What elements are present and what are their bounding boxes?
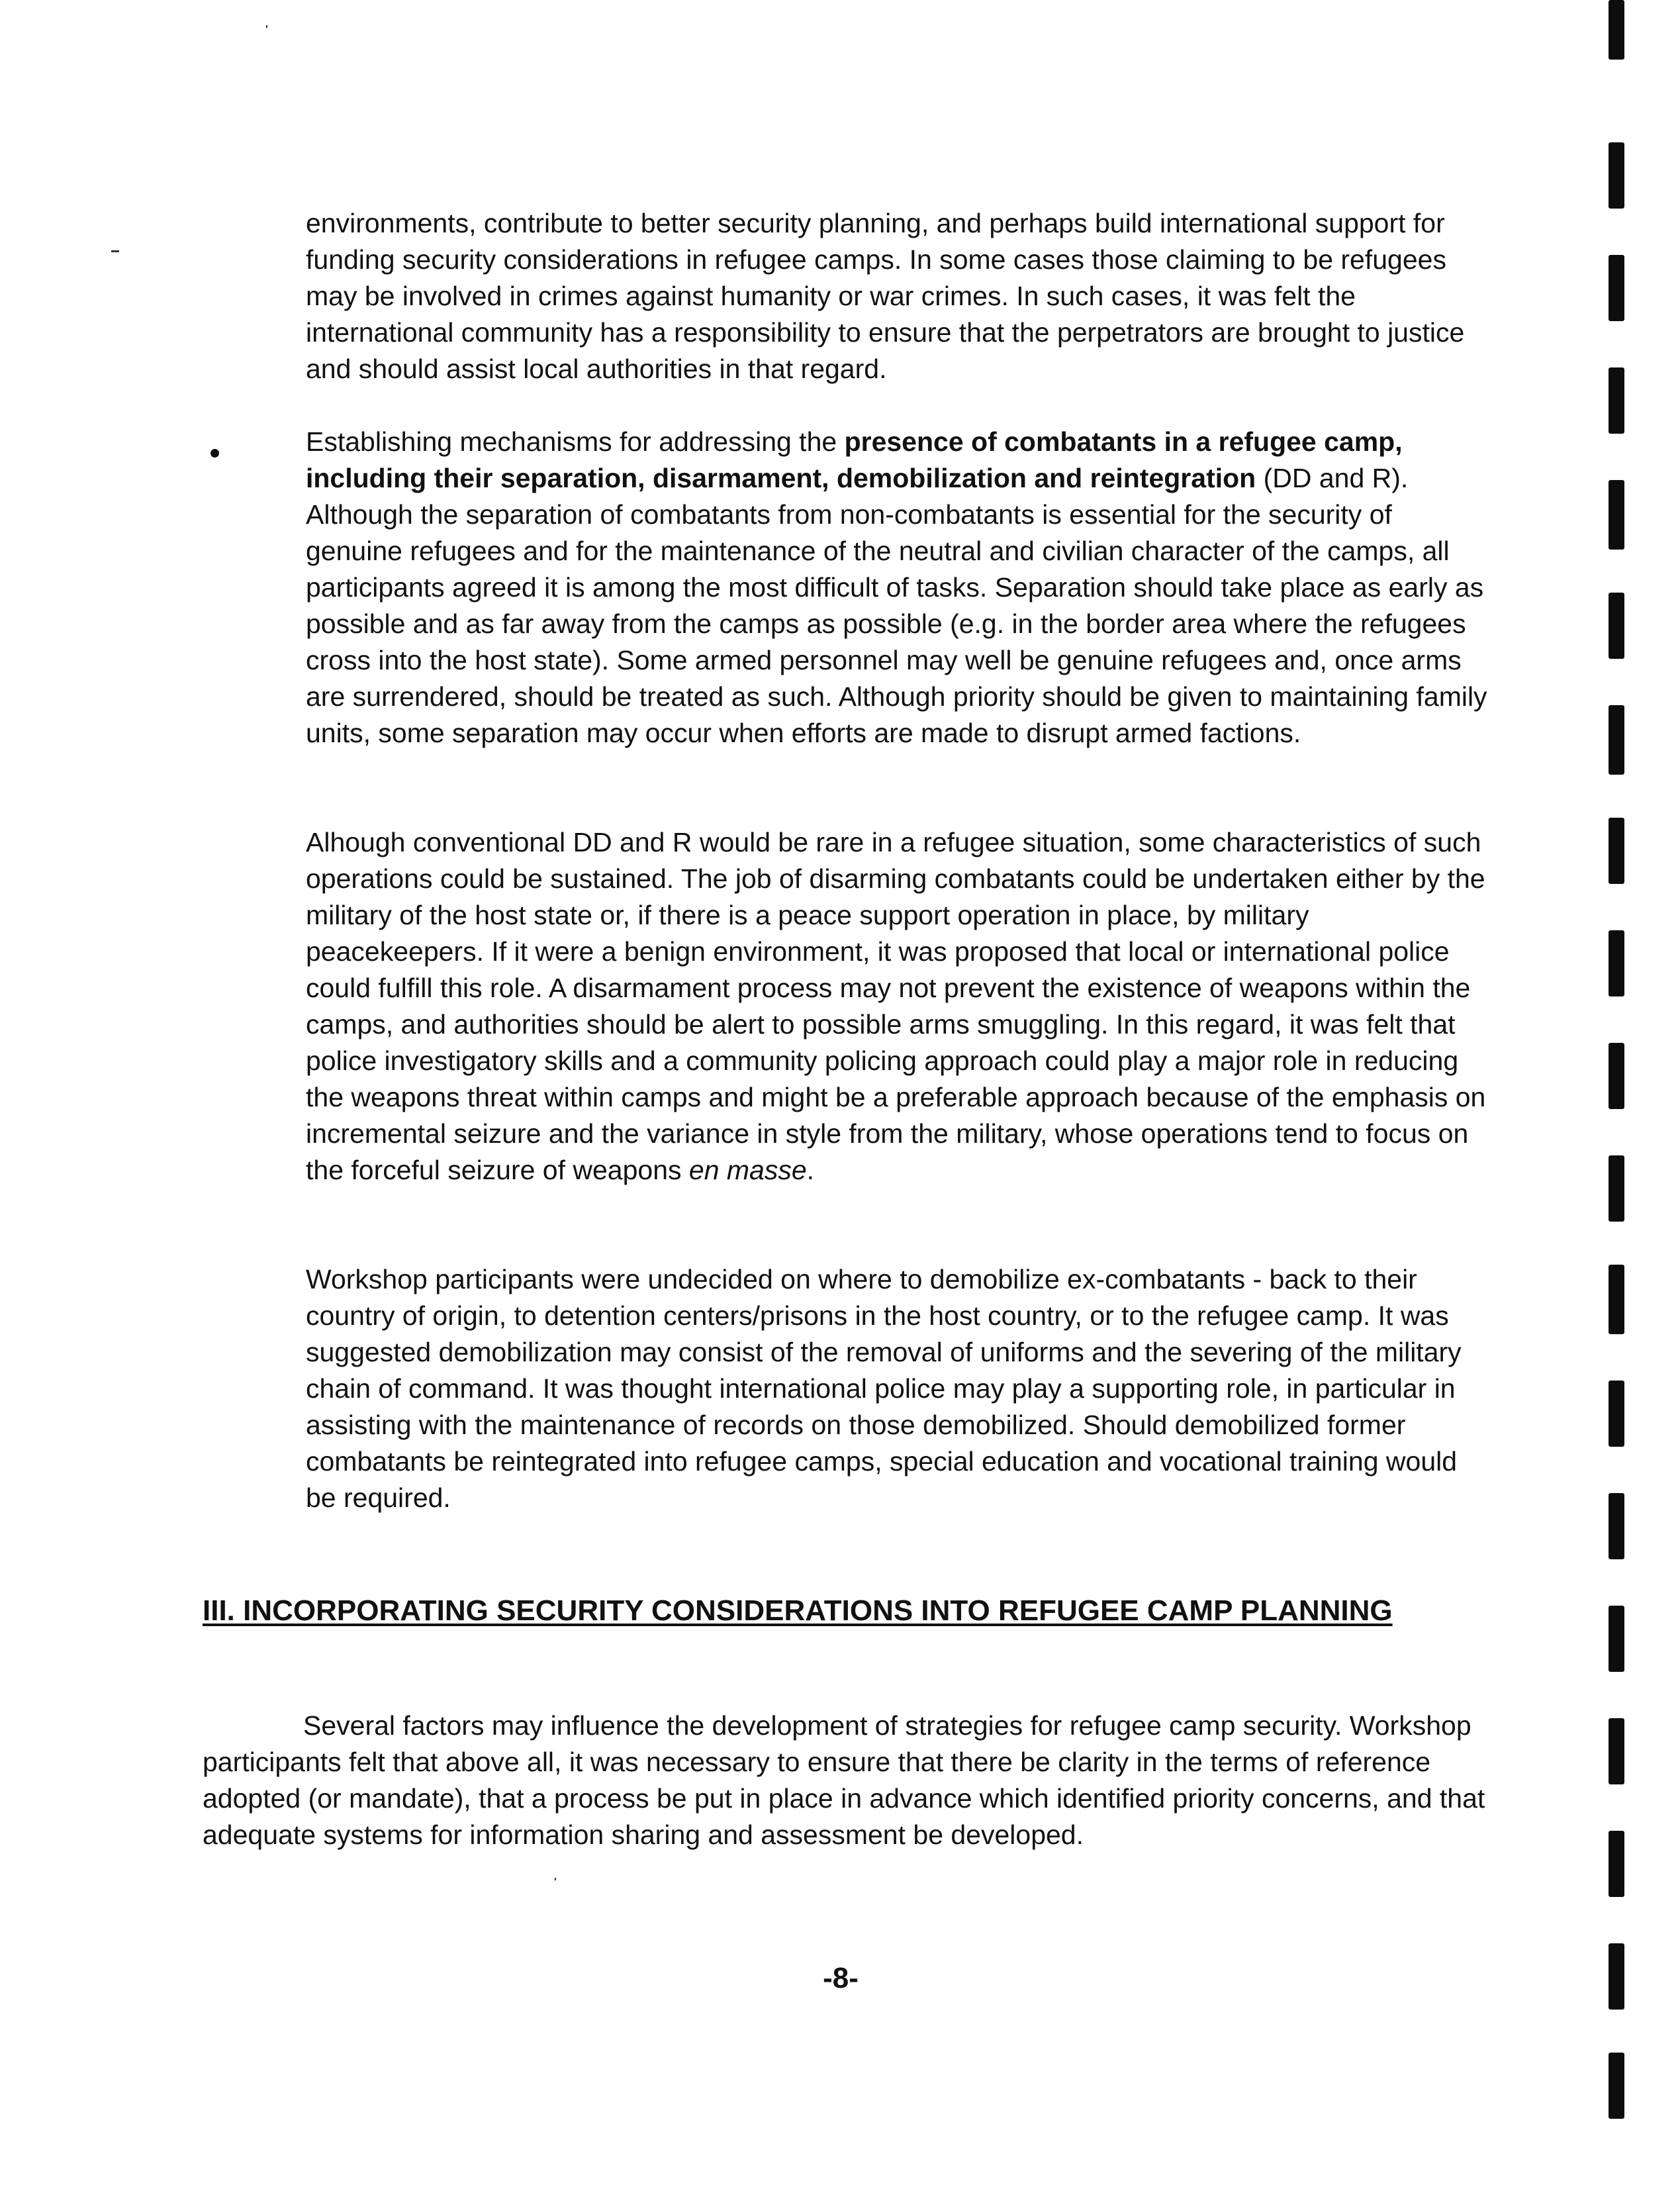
paragraph-italic-text: en masse xyxy=(688,1155,807,1185)
paragraph-security-planning xyxy=(306,205,1494,387)
change-bar xyxy=(1609,367,1624,434)
change-bar xyxy=(1609,142,1624,209)
paragraph-dd-and-r xyxy=(306,824,1494,1189)
change-bar xyxy=(1609,1718,1624,1784)
section-heading: III. INCORPORATING SECURITY CONSIDERATIONS INTO REFUGEE CAMP PLANNING xyxy=(203,1594,1393,1627)
bullet-point xyxy=(210,449,219,458)
change-bar xyxy=(1609,1606,1624,1672)
change-bar xyxy=(1609,1381,1624,1447)
paragraph-text: Several factors may influence the development of strategies for refugee camp security. Workshop participants felt that above all, it was necessary to ensure that there be clarity in the terms of reference adopted (or mandate), that a process be put in place in advance which identified priority concerns, and that adequate systems for information sharing and assessment be developed. xyxy=(203,1710,1485,1850)
change-bar xyxy=(1609,480,1624,550)
paragraph-strategies xyxy=(203,1708,1493,1853)
change-bar xyxy=(1609,1155,1624,1222)
change-bar xyxy=(1609,255,1624,321)
paragraph-text: (DD and R). Although the separation of combatants from non-combatants is essential for the security of genuine refugees and for the maintenance of the neutral and civilian character of the camps, all participants agreed it is among the most difficult of tasks. Separation should take place as early as possible and as far away from the camps as possible (e.g. in the border area where the refugees cross into the host state). Some armed personnel may well be genuine refugees and, once arms are surrendered, should be treated as such. Although priority should be given to maintaining family units, some separation may occur when efforts are made to disrupt armed factions. xyxy=(306,463,1487,748)
page-number: -8- xyxy=(823,1962,859,1994)
change-bar xyxy=(1609,1493,1624,1559)
change-bar xyxy=(1609,818,1624,884)
scan-speck xyxy=(111,250,119,252)
change-bar xyxy=(1609,0,1624,60)
scan-speck xyxy=(555,1878,556,1880)
change-bar xyxy=(1609,1831,1624,1897)
change-bar xyxy=(1609,1265,1624,1334)
paragraph-combatants xyxy=(306,424,1494,752)
change-bar xyxy=(1609,2053,1624,2119)
paragraph-lead-text: Establishing mechanisms for addressing the xyxy=(306,426,845,457)
paragraph-end-punctuation: . xyxy=(806,1155,815,1185)
paragraph-text: Workshop participants were undecided on where to demobilize ex-combatants - back to their country of origin, to detention centers/prisons in the host country, or to the refugee camp. It was suggested demobilization may consist of the removal of uniforms and the severing of the military chain of command. It was thought international police may play a supporting role, in particular in assisting with the maintenance of records on those demobilized. Should demobilized former combatants be reintegrated into refugee camps, special education and vocational training would be required. xyxy=(306,1264,1462,1513)
change-bar xyxy=(1609,1043,1624,1109)
change-bar xyxy=(1609,705,1624,775)
paragraph-bold-text: presence of combatants in a refugee camp, including their separation, disarmament, demobilization and reintegration xyxy=(306,426,1403,493)
paragraph-text: environments, contribute to better security planning, and perhaps build international support for funding security considerations in refugee camps. In some cases those claiming to be refugees may be involved in crimes against humanity or war crimes. In such cases, it was felt the international community has a responsibility to ensure that the perpetrators are brought to justice and should assist local authorities in that regard. xyxy=(306,208,1465,384)
paragraph-demobilization xyxy=(306,1261,1494,1516)
change-bars xyxy=(1609,0,1648,2185)
scan-speck xyxy=(266,25,267,28)
change-bar xyxy=(1609,930,1624,996)
change-bar xyxy=(1609,1943,1624,2010)
change-bar xyxy=(1609,593,1624,659)
paragraph-text: Alhough conventional DD and R would be rare in a refugee situation, some characteristics of such operations could be sustained. The job of disarming combatants could be undertaken either by the military of the host state or, if there is a peace support operation in place, by military peacekeepers. If it were a benign environment, it was proposed that local or international police could fulfill this role. A disarmament process may not prevent the existence of weapons within the camps, and authorities should be alert to possible arms smuggling. In this regard, it was felt that police investigatory skills and a community policing approach could play a major role in reducing the weapons threat within camps and might be a preferable approach because of the emphasis on incremental seizure and the variance in style from the military, whose operations tend to focus on the forceful seizure of weapons xyxy=(306,827,1486,1185)
